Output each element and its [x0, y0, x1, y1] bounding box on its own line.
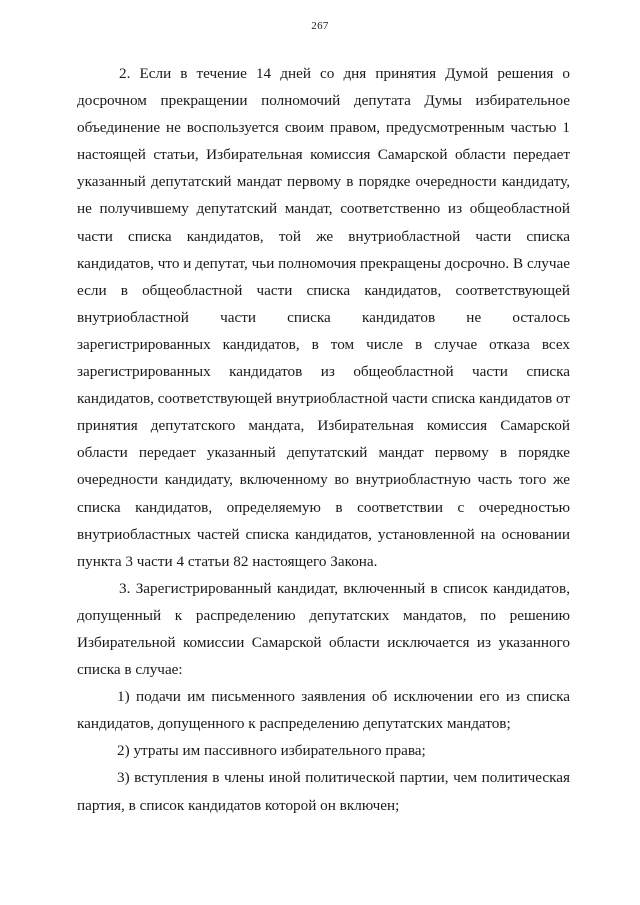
paragraph-clause-3: 3. Зарегистрированный кандидат, включенный в список кандидатов, допущенный к распределению депутатских мандатов, по решению Избирательной комиссии Самарской области исключается из указанного списка в случае: — [77, 579, 570, 679]
list-item-2: 2) утраты им пассивного избирательного права; — [117, 742, 426, 760]
list-item-3: 3) вступления в члены иной политической партии, чем политическая партия, в список кандидатов которой он включен; — [77, 769, 570, 814]
document-body — [77, 60, 570, 819]
paragraph-clause-2: 2. Если в течение 14 дней со дня принятия Думой решения о досрочном прекращении полномочий депутата Думы избирательное объединение не воспользуется своим правом, предусмотренным частью 1 настоящей статьи, Избирательная комиссия Самарской области передает указанный депутатский мандат первому в порядке очередности кандидату, не получившему депутатский мандат, соответственно из общеобластной части списка кандидатов, той же внутриобластной части списка кандидатов, что и депутат, чьи полномочия прекращены досрочно. В случае если в общеобластной части списка кандидатов, соответствующей внутриобластной части списка кандидатов не осталось зарегистрированных кандидатов, в том числе в случае отказа всех зарегистрированных кандидатов из общеобластной части списка кандидатов, соответствующей внутриобластной части списка кандидатов от принятия депутатского мандата, Избирательная комиссия Самарской области передает указанный депутатский мандат первому в порядке очередности кандидату, включенному во внутриобластную часть того же списка кандидатов, определяемую в соответствии с очередностью внутриобластных частей списка кандидатов, установленной на основании пункта 3 части 4 статьи 82 настоящего Закона. — [77, 65, 570, 570]
list-item-1: 1) подачи им письменного заявления об исключении его из списка кандидатов, допущенного к распределению депутатских мандатов; — [77, 688, 570, 733]
page-number: 267 — [311, 20, 329, 32]
